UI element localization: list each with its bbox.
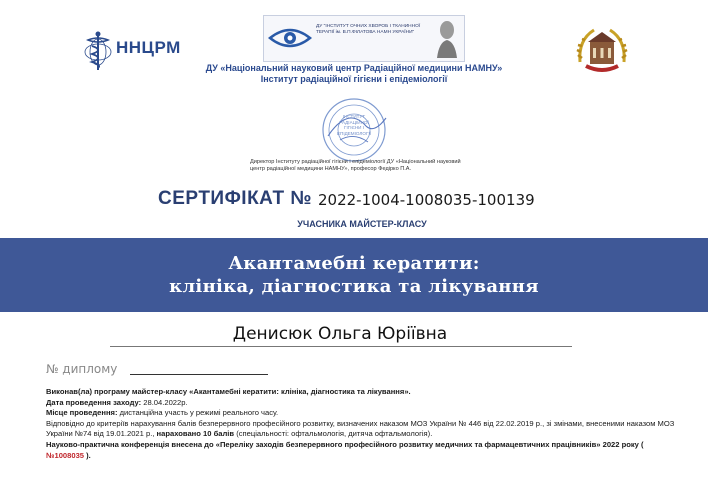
diploma-number-line <box>130 374 268 375</box>
participant-subtitle: УЧАСНИКА МАЙСТЕР-КЛАСУ <box>297 219 427 229</box>
diploma-number-label: № диплому <box>46 362 118 376</box>
place-value: дистанційна участь у режимі реального часу. <box>117 408 279 418</box>
certificate-details <box>46 387 676 461</box>
cpd-criteria <box>46 419 676 440</box>
nncrm-logo-text: ННЦРМ <box>116 38 181 57</box>
stamp-text: ІНСТИТУТ РАДІАЦІЙНОЇ ГІГІЄНИ І ЕПІДЕМІОЛОГІЇ <box>336 114 372 136</box>
organization-name: ДУ «Національний науковий центр Радіаційної медицини НАМНУ» <box>205 63 503 73</box>
portrait-icon <box>436 18 458 58</box>
event-place <box>46 408 676 419</box>
certificate-heading: СЕРТИФІКАТ № <box>158 188 313 209</box>
conference-text: Науково-практична конференція внесена до «Переліку заходів безперервного професійного розвитку медичних та фармацевтичних працівників» 2022 року ( <box>46 439 644 449</box>
filatov-logo-text: ДУ "ІНСТИТУТ ОЧНИХ ХВОРОБ І ТКАНИННОЇ ТЕРАПІЇ ім. В.П.ФІЛАТОВА НАМН УКРАЇНИ" <box>316 24 421 35</box>
date-label: Дата проведення заходу: <box>46 397 142 407</box>
course-title-line2: клініка, діагностика та лікування <box>169 276 539 297</box>
institute-stamp <box>308 96 400 164</box>
recipient-name: Денисюк Ольга Юріївна <box>232 324 448 344</box>
eye-icon <box>268 24 312 52</box>
cpd-points: нараховано 10 балів <box>154 429 235 439</box>
completion-statement: Виконав(ла) програму майстер-класу «Акантамебні кератити: клініка, діагностика та лікування». <box>46 387 411 396</box>
institute-name: Інститут радіаційної гігієни і епідеміології <box>260 74 448 84</box>
course-title-line1: Акантамебні кератити: <box>228 253 480 274</box>
conference-end: ). <box>86 450 91 460</box>
certificate-number: 2022-1004-1008035-100139 <box>318 191 535 209</box>
criteria-specialties: (спеціальності: офтальмологія, дитяча офтальмологія). <box>234 429 433 439</box>
criteria-text: Відповідно до критеріїв нарахування балів безперервного професійного розвитку, визначених наказом МОЗ України № 446 від 22.02.2019 р., зі змінами, внесеними наказом МОЗ України №74 від 19.01.2021 р., <box>46 418 675 439</box>
conference-registry <box>46 440 676 461</box>
date-value: 28.04.2022р. <box>141 397 188 407</box>
place-label: Місце проведення: <box>46 408 118 418</box>
name-underline <box>110 346 572 347</box>
conference-code: №1008035 <box>46 450 87 460</box>
course-title-band <box>0 238 708 312</box>
director-signature-line: Директор Інституту радіаційної гігієни і епідеміології ДУ «Національний науковий центр радіаційної медицини НАМНУ», професор Федірко П.А. <box>250 159 461 172</box>
event-date <box>46 398 676 409</box>
filatov-institute-logo <box>263 15 465 62</box>
